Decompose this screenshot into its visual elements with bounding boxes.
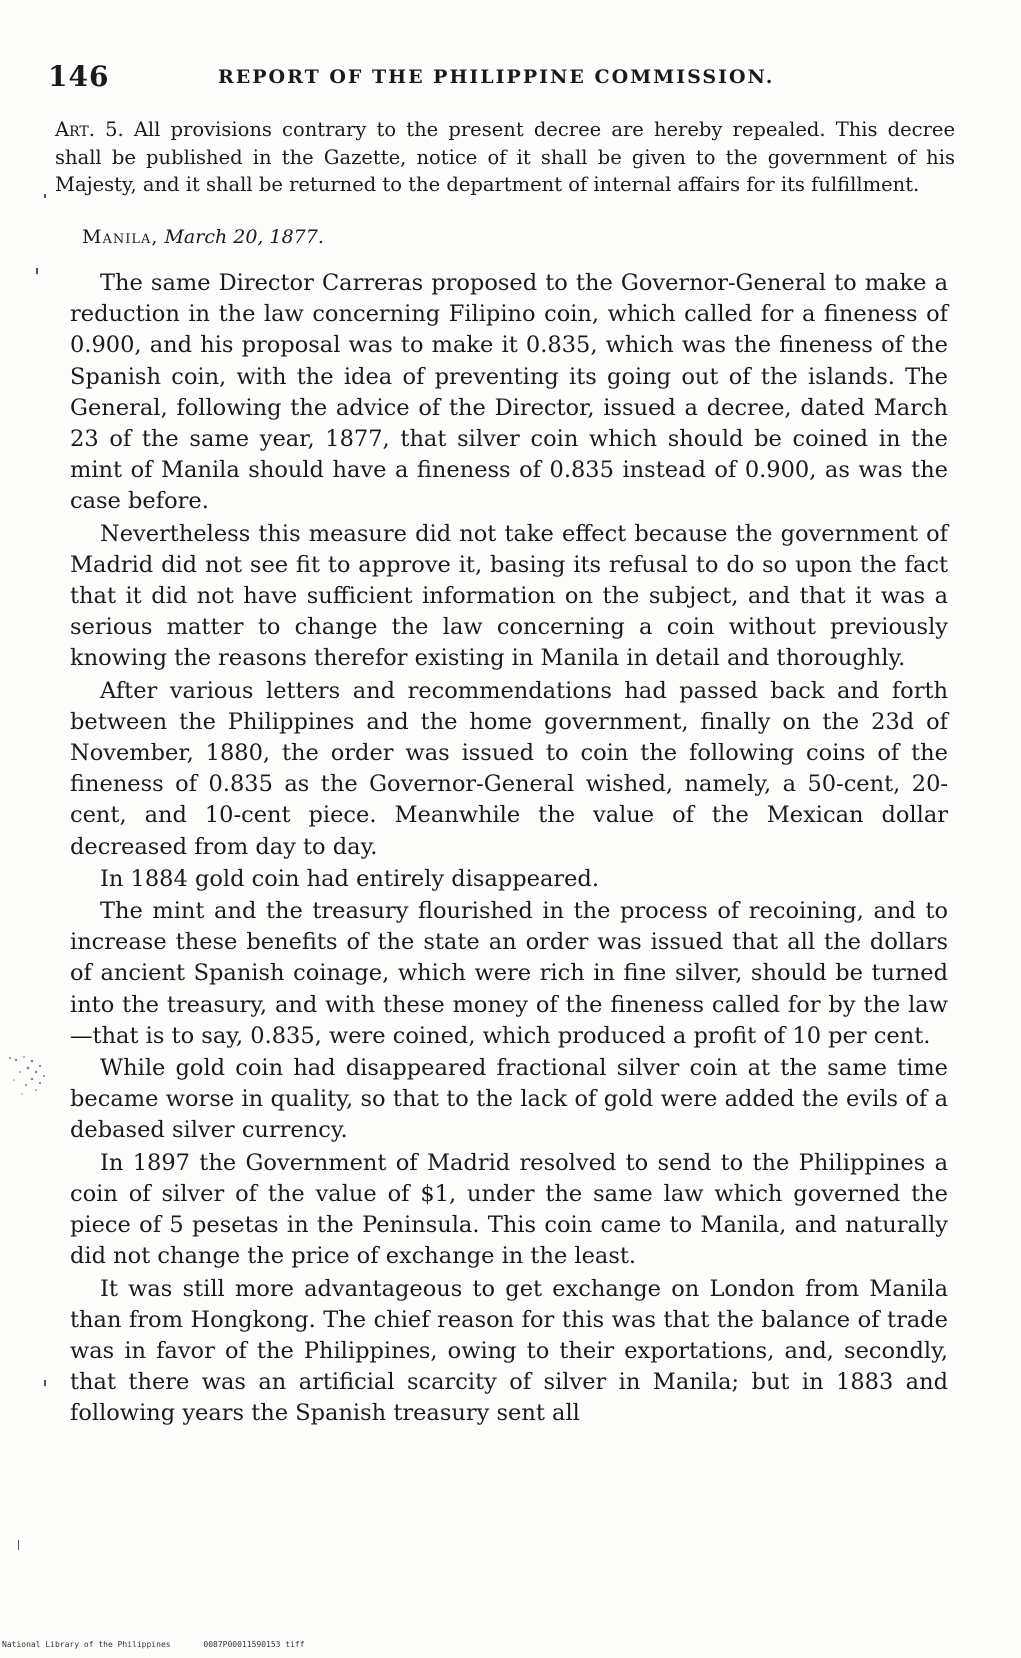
paragraph-5: The mint and the treasury flourished in the process of recoining, and to increase these benefits of the state an order was issued that all the dollars of ancient Spanish coinage, which were rich in fine silver, should be turned into the treasury, and with these money of the fineness called for by the law—that is to say, 0.835, were coined, which produced a profit of 10 per cent. [70,898,948,1049]
margin-mark [44,194,46,198]
margin-smudge [2,1052,50,1102]
body-text [70,268,948,1431]
library-name: National Library of the Philippines [2,1640,171,1649]
paragraph-1: The same Director Carreras proposed to the Governor-General to make a reduction in the law concerning Filipino coin, which called for a fineness of 0.900, and his proposal was to make it 0.835, which was the fineness of the Spanish coin, with the idea of preventing its going out of the islands. The General, following the advice of the Director, issued a decree, dated March 23 of the same year, 1877, that silver coin which should be coined in the mint of Manila should have a fineness of 0.835 instead of 0.900, as was the case before. [70,270,948,515]
paragraph-6: While gold coin had disappeared fractional silver coin at the same time became worse in quality, so that to the lack of gold were added the evils of a debased silver currency. [70,1055,948,1144]
running-head: REPORT OF THE PHILIPPINE COMMISSION. [218,66,775,88]
file-id: 0087P00011590153 tiff [203,1640,305,1649]
paragraph-2: Nevertheless this measure did not take effect because the government of Madrid did not see fit to approve it, basing its refusal to do so upon the fact that it did not have sufficient information on the subject, and that it was a serious matter to change the law concerning a coin without previously knowing the reasons therefor existing in Manila in detail and thoroughly. [70,520,948,672]
paragraph-7: In 1897 the Government of Madrid resolved to send to the Philippines a coin of silver of the value of $1, under the same law which governed the piece of 5 pesetas in the Peninsula. This coin came to Manila, and naturally did not change the price of exchange in the least. [70,1149,948,1270]
decree-article [55,116,955,199]
page-number: 146 [48,60,110,93]
paragraph-8: It was still more advantageous to get exchange on London from Manila than from Hongkong. The chief reason for this was that the balance of trade was in favor of the Philippines, owing to their exportations, and, secondly, that there was an artificial scarcity of silver in Manila; but in 1883 and following years the Spanish treasury sent all [70,1275,948,1427]
margin-mark [18,1540,19,1550]
paragraph-4: In 1884 gold coin had entirely disappeared. [100,865,599,892]
page-header [48,60,948,100]
margin-mark [44,1380,46,1386]
scan-footer [2,1640,333,1649]
margin-mark [36,268,38,274]
article-label: Art. 5. [55,118,124,141]
signature-place: Manila, [82,226,159,248]
decree-signature [82,226,324,248]
paragraph-3: After various letters and recommendations had passed back and forth between the Philippines and the home government, finally on the 23d of November, 1880, the order was issued to coin the following coins of the fineness of 0.835 as the Governor-General wished, namely, a 50-cent, 20-cent, and 10-cent piece. Meanwhile the value of the Mexican dollar decreased from day to day. [70,677,948,860]
signature-date: March 20, 1877. [164,226,324,248]
article-text: All provisions contrary to the present decree are hereby repealed. This decree shall be published in the Gazette, notice of it shall be given to the government of his Majesty, and it shall be returned to the department of internal affairs for its fulfillment. [55,118,956,196]
